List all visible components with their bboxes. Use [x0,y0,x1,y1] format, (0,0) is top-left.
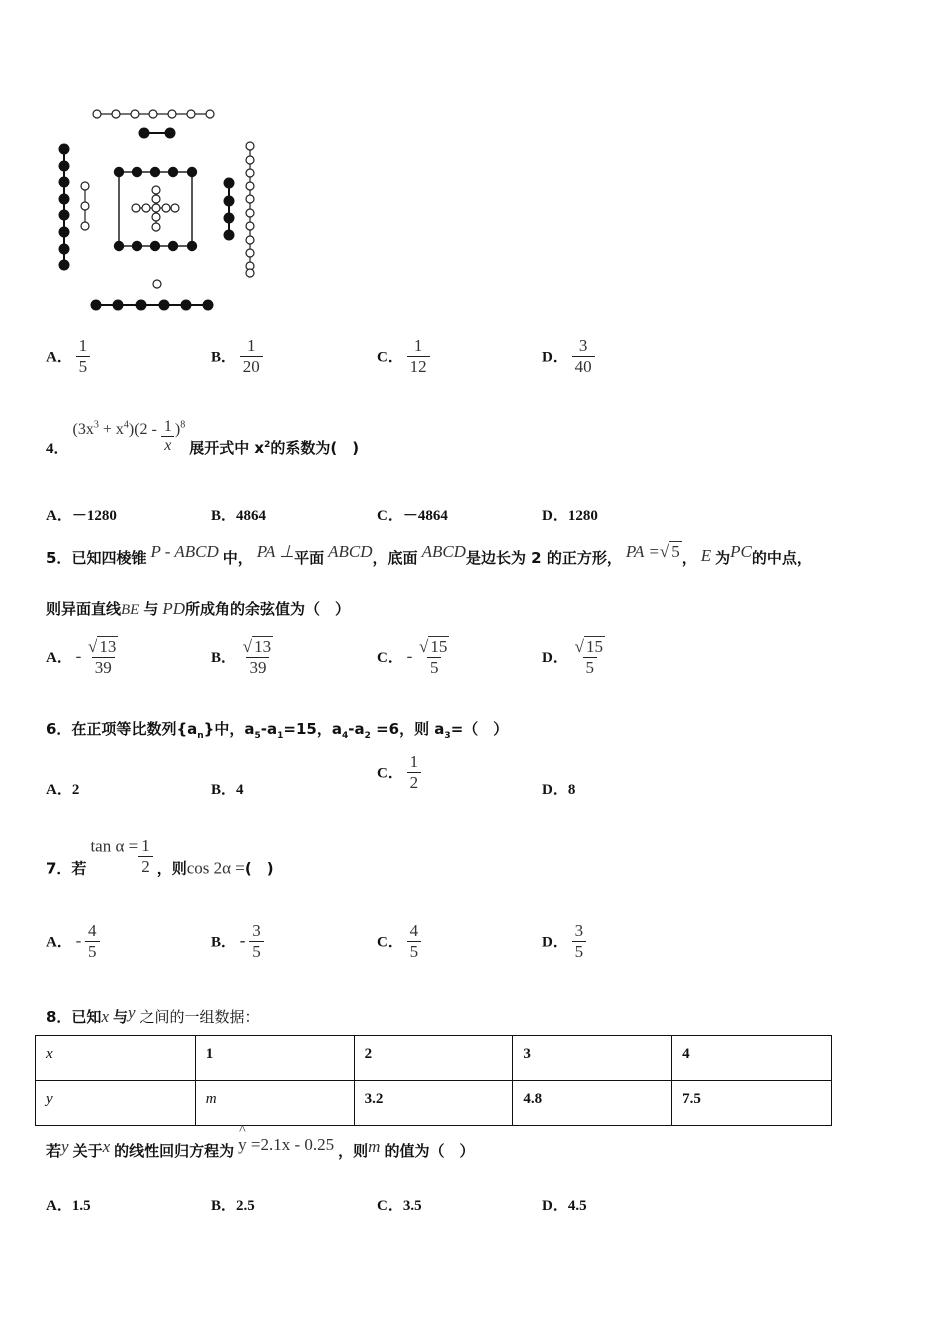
single-open-dot [153,280,161,288]
q3-option-d[interactable] [542,336,595,376]
q6-option-c[interactable]: C． $\frac{1}{2}$ [377,752,421,792]
top-filled-pair [140,129,175,138]
top-open-dot-chain [93,110,214,118]
table-cell: m [195,1081,354,1126]
fraction: $\frac{3}{40}$ [572,336,595,376]
q7-option-d[interactable]: D． $\frac{3}{5}$ [542,921,586,961]
right-open-column [246,142,254,277]
q8-data-table [35,1035,832,1126]
q6-option-a[interactable]: A．2 [46,782,80,798]
table-cell: 4.8 [513,1081,672,1126]
q6-option-b[interactable]: B．4 [211,782,244,798]
left-open-triple [81,182,89,230]
bottom-filled-chain [92,301,213,310]
q5-option-c[interactable]: C． - $\frac{√ 15}{5}$ [377,637,448,677]
q3-option-c[interactable] [377,336,430,376]
q8-stem: 8．已知x 与y 之间的一组数据： [46,1003,260,1026]
q6-option-d[interactable]: D．8 [542,782,576,798]
q5-option-b[interactable]: B． $\frac{√ 13}{39}$ [211,637,272,677]
q5-stem-line1: 5．已知四棱锥 P - ABCD 中， PA ⊥平面 ABCD，底面 ABCD是边长为 2 的正方形， PA =√ 5 ， E 为PC的中点， [46,542,812,567]
table-cell: 3 [513,1036,672,1081]
q8-question: 若y 关于x 的线性回归方程为 ^ y =2.1x - 0.25 ，则m 的值为（ ） [46,1123,475,1160]
center-open-cross [132,186,179,231]
q4-option-c[interactable]: C．－4864 [377,508,448,524]
table-cell: 3.2 [354,1081,513,1126]
q4-option-b[interactable]: B．4864 [211,508,267,524]
dot-diagram-figure [40,100,280,320]
left-filled-column [60,145,69,270]
q5-stem-line2: 则异面直线BE 与 PD所成角的余弦值为（ ） [46,599,351,618]
q7-option-a[interactable]: A． - $\frac{4}{5}$ [46,921,100,961]
fraction: $\frac{1}{20}$ [240,336,263,376]
q7-option-b[interactable]: B． - $\frac{3}{5}$ [211,921,264,961]
q3-option-a[interactable] [46,336,90,376]
table-cell: 1 [195,1036,354,1081]
q6-stem: 6．在正项等比数列$\{a_n\}$中，$a_5-a_1=15$，$a_4-a_2 =6$，则 $a_3=$（ ） [46,720,509,741]
q4-option-d[interactable]: D．1280 [542,508,598,524]
fraction: $\frac{1}{5}$ [76,336,91,376]
right-filled-column [225,179,234,240]
table-cell: x [36,1036,196,1081]
q8-option-a[interactable]: A．1.5 [46,1198,91,1214]
q4-option-a[interactable]: A．－1280 [46,508,117,524]
fraction: $\frac{1}{12}$ [407,336,430,376]
option-label: A． [46,349,72,366]
table-row [36,1081,832,1126]
q7-option-c[interactable]: C． $\frac{4}{5}$ [377,921,421,961]
q8-option-c[interactable]: C．3.5 [377,1198,422,1214]
table-cell: 2 [354,1036,513,1081]
table-cell: 7.5 [672,1081,832,1126]
table-row [36,1036,832,1081]
q7-stem: 7．若 tan α = $\frac{1}{2}$ ，则cos 2α =( ) [46,836,274,878]
table-cell: y [36,1081,196,1126]
q4-stem: 4． $(3x^3 + x^4)(2$ - $\frac{1}{x}$ )$^8$ 展开式中 $x^2$的系数为( ) [46,418,360,457]
option-label: D． [542,349,568,366]
option-label: B． [211,349,237,366]
q3-option-b[interactable] [211,336,263,376]
table-cell: 4 [672,1036,832,1081]
q8-option-d[interactable]: D．4.5 [542,1198,587,1214]
option-label: C． [377,349,403,366]
q5-option-a[interactable]: A． - $\frac{√ 13}{39}$ [46,637,117,677]
q5-option-d[interactable]: D． $\frac{√ 15}{5}$ [542,637,603,677]
q8-option-b[interactable]: B．2.5 [211,1198,255,1214]
